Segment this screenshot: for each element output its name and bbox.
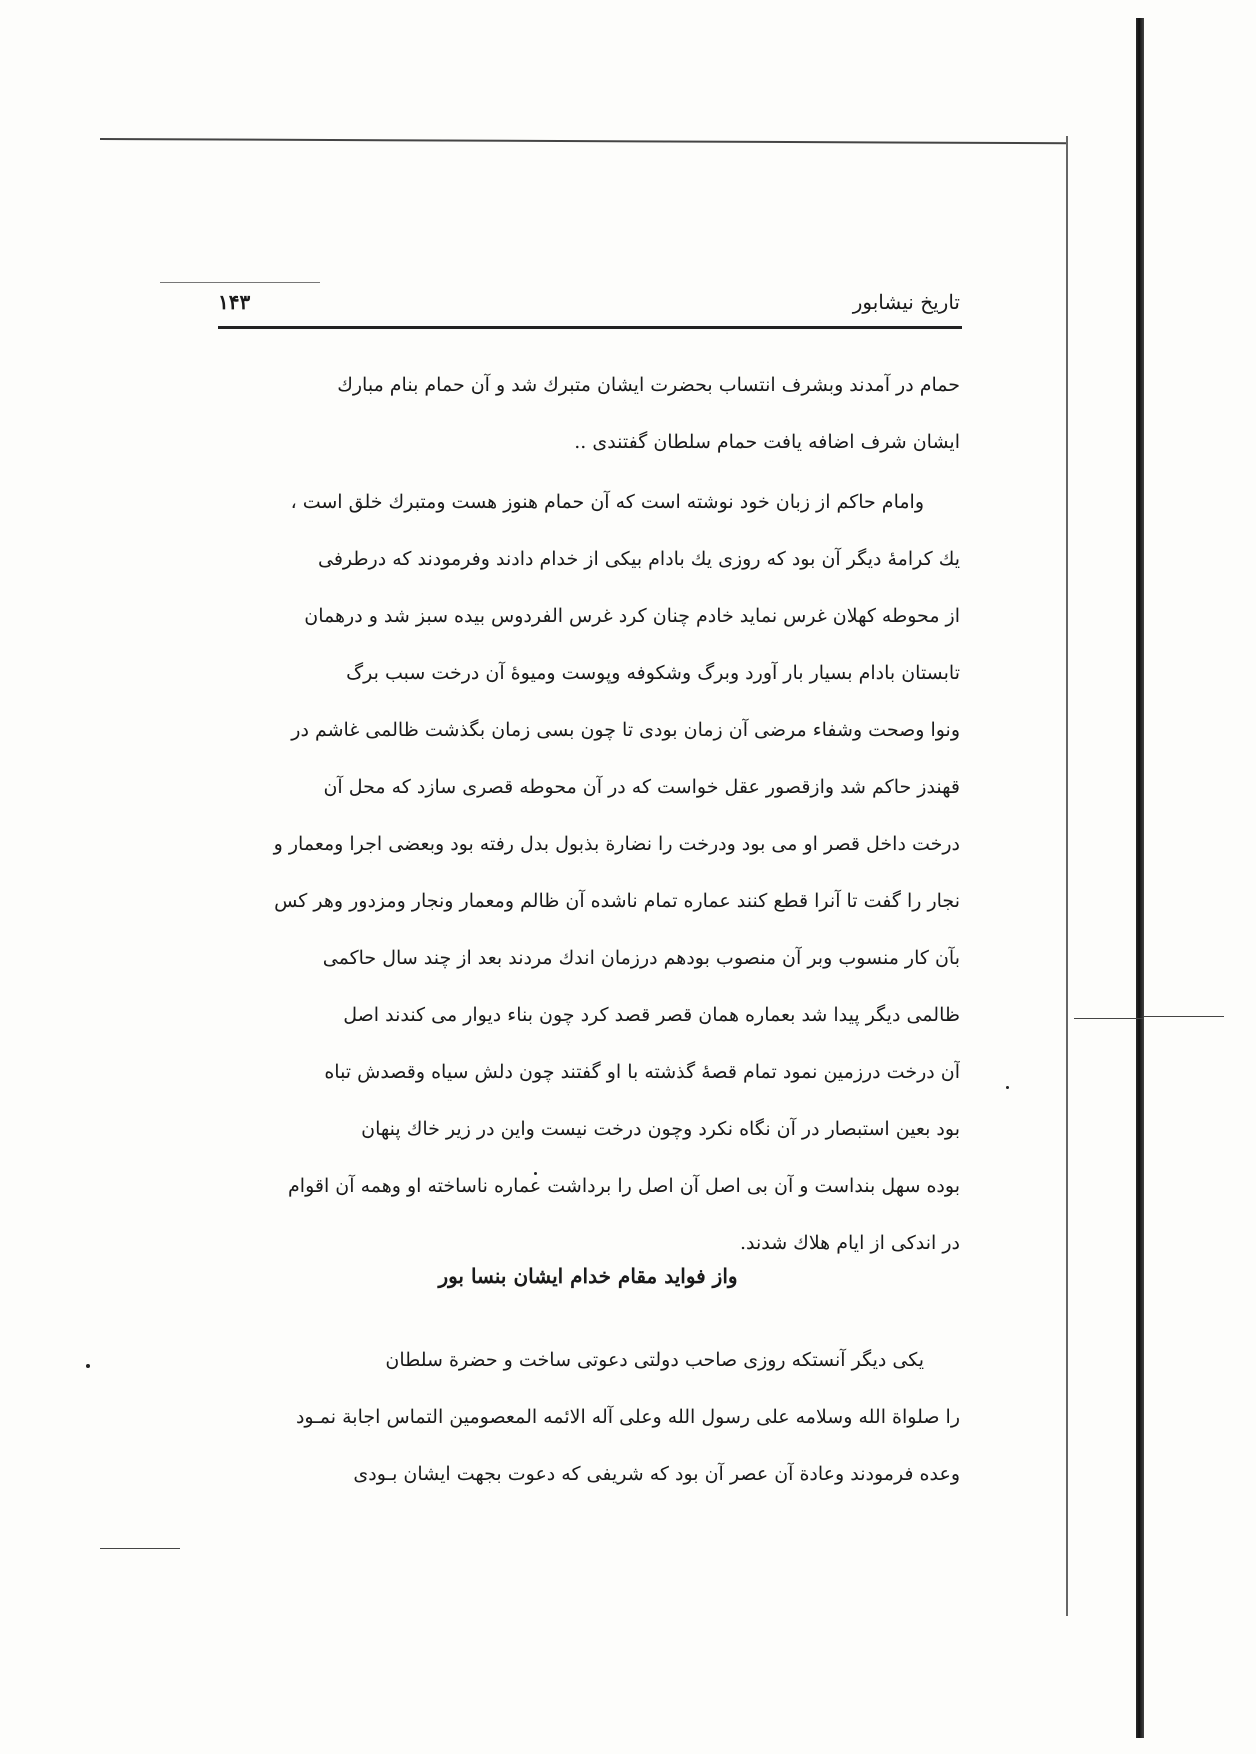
scan-mark	[1074, 1018, 1144, 1019]
text-line: وامام حاکم از زبان خود نوشته است که آن حمام هنوز هست ومتبرك خلق است ،	[290, 491, 924, 513]
text-line: یکی دیگر آنستکه روزی صاحب دولتی دعوتی ساخت و حضرة سلطان	[385, 1349, 924, 1371]
header-ornament-rule	[160, 282, 320, 283]
text-line: وعده فرمودند وعادة آن عصر آن بود که شریفی که دعوت بجهت ایشان بـودی	[353, 1463, 960, 1485]
page-number: ۱۴۳	[218, 290, 251, 314]
text-line: قهندز حاکم شد وازقصور عقل خواست که در آن محوطه قصری سازد که محل آن	[323, 776, 960, 798]
scan-speck	[86, 1364, 90, 1368]
text-line: بوده سهل بنداست و آن بی اصل آن اصل را برداشت عماره ناساخته او وهمه آن اقوام	[288, 1175, 960, 1197]
paragraph-3	[216, 1332, 960, 1503]
text-line: ونوا وصحت وشفاء مرضی آن زمان بودی تا چون بسی زمان بگذشت ظالمی غاشم در	[291, 719, 960, 741]
text-line: حمام در آمدند وبشرف انتساب بحضرت ایشان متبرك شد و آن حمام بنام مبارك	[337, 374, 960, 396]
book-binding-edge	[1136, 18, 1144, 1738]
running-header	[218, 286, 960, 326]
text-line: در اندکی از ایام هلاك شدند.	[739, 1232, 960, 1254]
scan-mark	[1144, 1016, 1224, 1017]
section-heading: واز فواید مقام خدام ایشان بنسا بور	[438, 1264, 738, 1288]
running-header-title: تاریخ نیشابور	[852, 290, 960, 314]
page-top-edge	[100, 138, 1068, 144]
paragraph-1	[216, 357, 960, 471]
header-rule	[218, 326, 962, 329]
text-line: بآن کار منسوب وبر آن منصوب بودهم درزمان اندك مردند بعد از چند سال حاکمی	[322, 947, 960, 969]
text-line: از محوطه کهلان غرس نماید خادم چنان کرد غرس الفردوس بیده سبز شد و درهمان	[304, 605, 960, 627]
page-right-edge	[1066, 136, 1068, 1616]
text-line: ایشان شرف اضافه یافت حمام سلطان گفتندی ..	[574, 431, 960, 453]
paragraph-2	[216, 474, 960, 1272]
text-line: بود بعین استبصار در آن نگاه نکرد وچون درخت نیست واین در زیر خاك پنهان	[361, 1118, 960, 1140]
text-line: آن درخت درزمین نمود تمام قصهٔ گذشته با او گفتند چون دلش سیاه وقصدش تباه	[324, 1061, 960, 1083]
text-line: یك کرامهٔ دیگر آن بود که روزی یك بادام بیکی از خدام دادند وفرمودند که درطرفی	[318, 548, 960, 570]
text-line: نجار را گفت تا آنرا قطع کنند عماره تمام ناشده آن ظالم ومعمار ونجار ومزدور وهر کس	[274, 890, 960, 912]
scan-speck	[1006, 1086, 1009, 1089]
text-line: ظالمی دیگر پیدا شد بعماره همان قصر قصد کرد چون بناء دیوار می کندند اصل	[343, 1004, 960, 1026]
scan-mark	[100, 1548, 180, 1549]
text-line: را صلواة الله وسلامه علی رسول الله وعلی آله الائمه المعصومین التماس اجابة نمـود	[295, 1406, 960, 1428]
text-line: درخت داخل قصر او می بود ودرخت را نضارة بذبول بدل رفته بود وبعضی اجرا ومعمار و	[273, 833, 960, 855]
text-line: تابستان بادام بسیار بار آورد وبرگ وشکوفه وپوست ومیوهٔ آن درخت سبب برگ	[346, 662, 960, 684]
